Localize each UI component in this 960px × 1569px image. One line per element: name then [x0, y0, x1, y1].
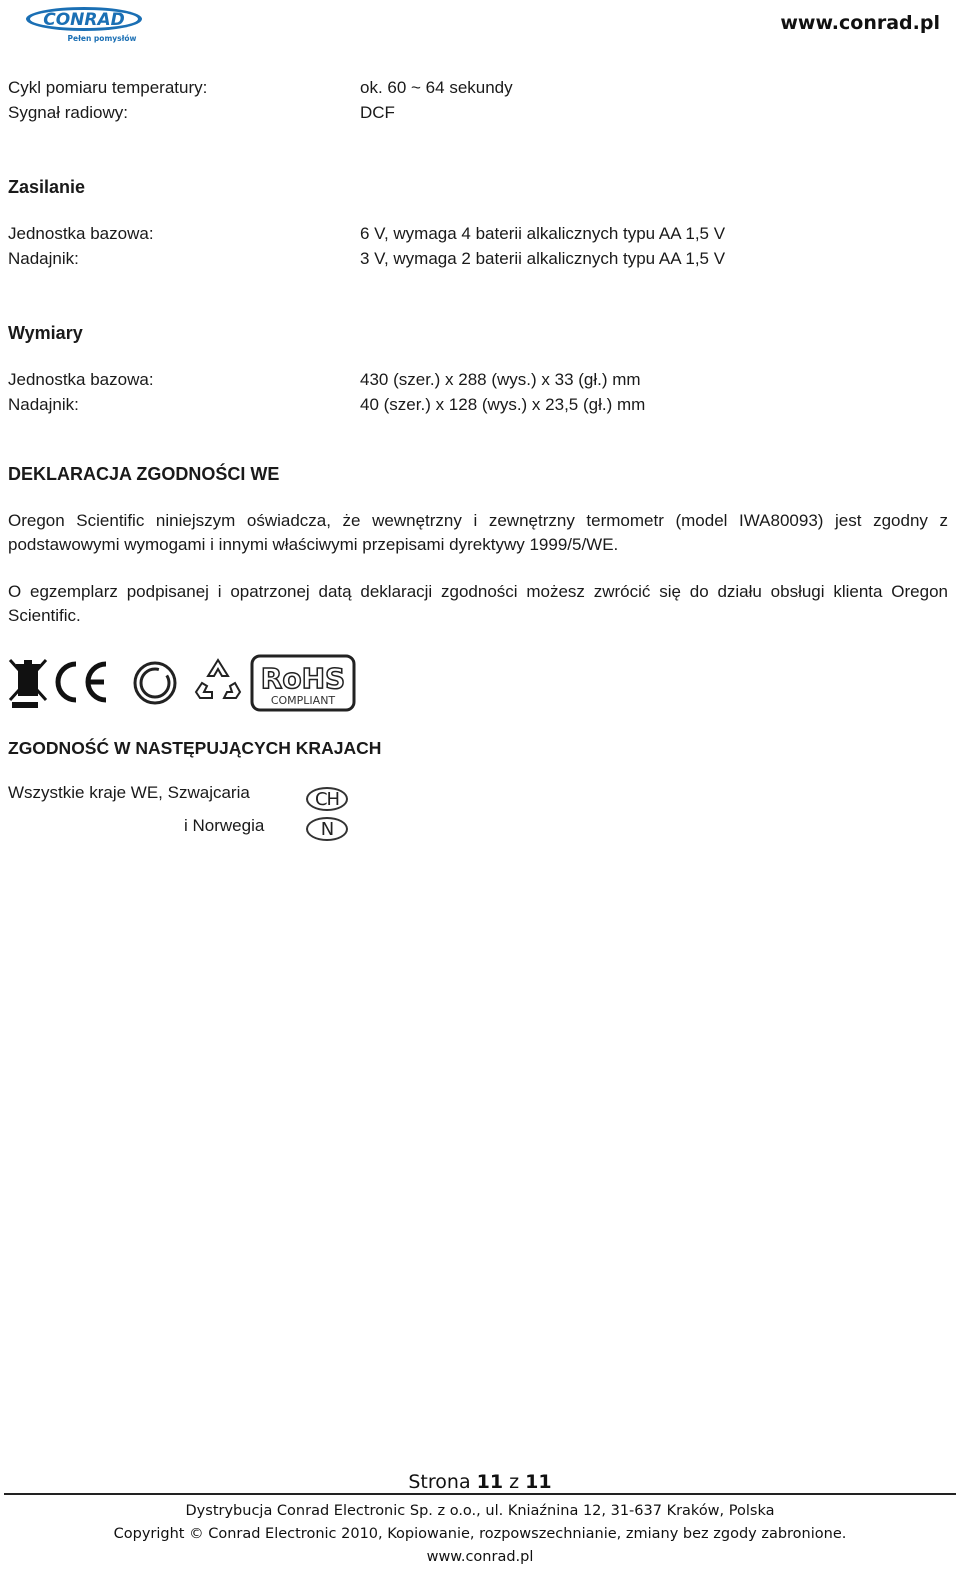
logo-tagline: Pełen pomysłów	[67, 34, 137, 43]
page-prefix: Strona	[408, 1471, 471, 1493]
compliance-countries-line-1: Wszystkie kraje WE, Szwajcaria	[8, 783, 250, 802]
page-number	[0, 1471, 960, 1493]
green-dot-icon	[132, 660, 178, 706]
compliance-heading: ZGODNOŚĆ W NASTĘPUJĄCYCH KRAJACH	[8, 738, 382, 758]
weee-bin-icon	[8, 654, 48, 710]
power-value-transmitter: 3 V, wymaga 2 baterii alkalicznych typu AA 1,5 V	[360, 249, 726, 268]
country-code-ch-icon: CH	[306, 787, 348, 811]
recycle-icon	[192, 656, 244, 706]
dimensions-value-base: 430 (szer.) x 288 (wys.) x 33 (gł.) mm	[360, 370, 641, 389]
spec-value-measure-cycle: ok. 60 ~ 64 sekundy	[360, 78, 513, 97]
power-label-transmitter: Nadajnik:	[8, 249, 79, 268]
power-value-base: 6 V, wymaga 4 baterii alkalicznych typu AA 1,5 V	[360, 224, 726, 243]
spec-label-measure-cycle: Cykl pomiaru temperatury:	[8, 78, 208, 97]
dimensions-heading: Wymiary	[8, 323, 83, 343]
declaration-paragraph-2: O egzemplarz podpisanej i opatrzonej datą deklaracji zgodności możesz zwrócić się do działu obsługi klienta Oregon Scientific.	[8, 582, 948, 625]
page-total: 11	[525, 1471, 552, 1493]
country-code-n-icon: N	[306, 817, 348, 841]
conrad-logo-icon	[24, 6, 144, 46]
power-heading: Zasilanie	[8, 177, 86, 197]
declaration-heading: DEKLARACJA ZGODNOŚCI WE	[8, 464, 280, 484]
rohs-label: RoHS	[260, 662, 346, 695]
footer-divider	[4, 1493, 956, 1495]
footer-url[interactable]: www.conrad.pl	[426, 1549, 534, 1565]
page-separator: z	[509, 1471, 520, 1493]
certification-symbols	[8, 650, 368, 714]
dimensions-label-base: Jednostka bazowa:	[8, 370, 154, 389]
rohs-sub-label: COMPLIANT	[270, 694, 336, 707]
ce-mark-icon	[52, 660, 112, 704]
spec-label-radio-signal: Sygnał radiowy:	[8, 103, 129, 122]
header-url[interactable]: www.conrad.pl	[780, 12, 940, 34]
footer-copyright: Copyright © Conrad Electronic 2010, Kopiowanie, rozpowszechnianie, zmiany bez zgody zabronione.	[113, 1526, 847, 1542]
rohs-compliant-icon	[250, 654, 356, 712]
page-current: 11	[476, 1471, 504, 1493]
logo-wordmark: CONRAD	[43, 10, 125, 30]
dimensions-label-transmitter: Nadajnik:	[8, 395, 79, 414]
declaration-paragraph-1: Oregon Scientific niniejszym oświadcza, że wewnętrzny i zewnętrzny termometr (model IWA80093) jest zgodny z podstawowymi wymogami i innymi właściwymi przepisami dyrektywy 1999/5/WE.	[8, 511, 948, 554]
footer-distribution: Dystrybucja Conrad Electronic Sp. z o.o., ul. Kniaźnina 12, 31-637 Kraków, Polska	[185, 1503, 775, 1519]
conrad-logo	[24, 6, 144, 46]
dimensions-value-transmitter: 40 (szer.) x 128 (wys.) x 23,5 (gł.) mm	[360, 395, 646, 414]
compliance-countries-line-2: i Norwegia	[184, 816, 265, 835]
spec-value-radio-signal: DCF	[360, 103, 395, 122]
power-label-base: Jednostka bazowa:	[8, 224, 154, 243]
